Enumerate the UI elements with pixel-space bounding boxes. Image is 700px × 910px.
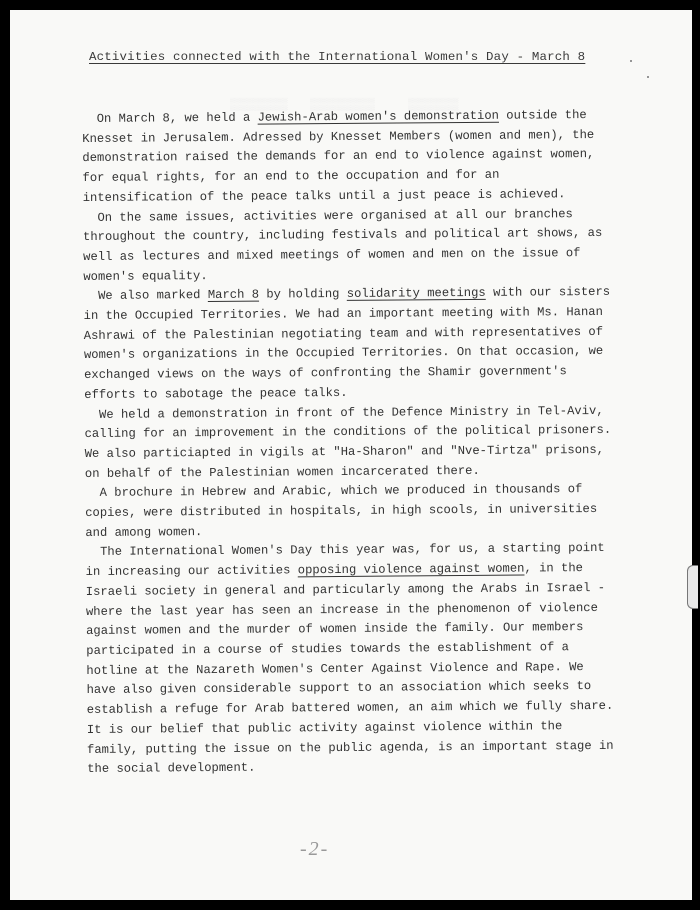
page-number: -2- bbox=[300, 838, 330, 860]
speck bbox=[630, 60, 632, 62]
document-title: Activities connected with the International Women's Day - March 8 bbox=[89, 50, 586, 64]
binder-clip bbox=[687, 565, 698, 609]
underlined-phrase: opposing violence against women bbox=[297, 561, 525, 578]
underlined-phrase: Jewish-Arab women's demonstration bbox=[257, 108, 500, 125]
document-body bbox=[82, 106, 617, 780]
paragraph-5: A brochure in Hebrew and Arabic, which we produced in thousands of copies, were distributed in hospitals, in high scools, in universities and among women. bbox=[85, 482, 598, 540]
document-page bbox=[10, 10, 692, 900]
paragraph-3: We also marked March 8 by holding solidarity meetings with our sisters in the Occupied Territories. We had an important meeting with Ms. Hanan Ashrawi of the Palestinian negotiating team and with representatives of women's organizations in the Occupied Territories. On that occasion, we exchanged views on the ways of confronting the Shamir government's efforts to sabotage the peace talks. bbox=[83, 285, 611, 402]
paragraph-6: The International Women's Day this year was, for us, a starting point in increasing our activities opposing violence against women, in the Israeli society in general and particularly among the Arabs in Israel - where the last year has seen an increase in the phenomenon of violence against women and the murder of women inside the family. Our members participated in a course of studies towards the establishment of a hotline at the Nazareth Women's Center Against Violence and Rape. We have also given considerable support to an association which seeks to establish a refuge for Arab battered women, an aim which we fully share. It is our belief that public activity against violence within the family, putting the issue on the public agenda, is an important stage in the social development. bbox=[85, 541, 614, 777]
paragraph-1: On March 8, we held a Jewish-Arab women's demonstration outside the Knesset in Jerusalem. Adressed by Knesset Members (women and men), the demonstration raised the demands for an end to violence against women, for equal rights, for an end to the occupation and for an intensification of the peace talks until a just peace is achieved. bbox=[82, 108, 595, 205]
speck bbox=[647, 76, 649, 78]
underlined-phrase: March 8 bbox=[207, 287, 260, 303]
bleed-through-mark: ▒▒▒▒▒▒▒ bbox=[408, 98, 459, 112]
bleed-through-mark: ▒▒▒▒▒▒▒▒ bbox=[230, 98, 288, 112]
bleed-through-mark: ▒▒▒▒▒▒▒▒▒ bbox=[310, 98, 375, 112]
underlined-phrase: solidarity meetings bbox=[346, 286, 486, 302]
paragraph-2: On the same issues, activities were organised at all our branches throughout the country, including festivals and political art shows, as well as lectures and mixed meetings of women and men on the issue of women's equality. bbox=[82, 206, 603, 284]
paragraph-4: We held a demonstration in front of the Defence Ministry in Tel-Aviv, calling for an improvement in the conditions of the political prisoners. We also particiapted in vigils at "Ha-Sharon" and "Nve-Tirtza" prisons, on behalf of the Palestinian women incarcerated there. bbox=[84, 403, 612, 481]
